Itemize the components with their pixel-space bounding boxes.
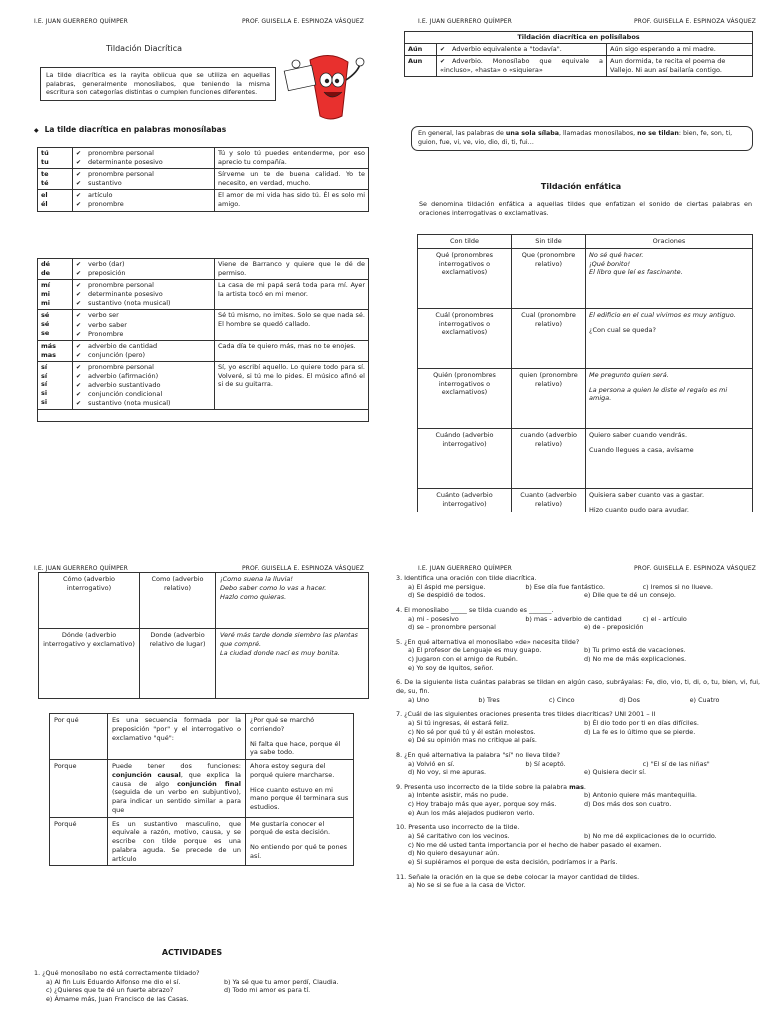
option-a: a) Al fin Luis Eduardo Alfonso me dio el sí. [46,977,181,986]
school-name: I.E. JUAN GUERRERO QUÍMPER [418,565,512,572]
examples-cell [246,817,354,866]
stem-text: 8. ¿En qué alternativa la palabra "sí" no lleva tilde? [396,750,561,759]
monosyllable-table-1 [37,147,369,212]
category-cell: ✔ Adverbio equivalente a "todavía". [437,43,607,55]
stem-text: 9. Presenta uso incorrecto de la tilde sobre la palabra [396,782,570,791]
sentence: Hizo cuanto pudo para ayudar. [589,505,689,512]
word: de [41,268,51,277]
question-stem [396,638,760,647]
sin-tilde-cell: cuando (adverbio relativo) [512,428,586,488]
example-cell: La casa de mi papá será toda para mí. Ayer la artista tocó en mi menor. [215,280,369,310]
page-1 [0,0,384,512]
option-row [396,646,760,655]
option-d: d) La fe es lo último que se pierde. [584,727,696,736]
school-name: I.E. JUAN GUERRERO QUÍMPER [34,18,128,25]
option-e: e) Cuatro [689,695,720,704]
option-row [396,791,760,800]
sentence: No sé qué hacer. [589,250,644,259]
option-d: d) No me de más explicaciones. [584,655,687,664]
option-row [396,800,760,809]
note-text-c: , llamadas monosílabos, [559,130,638,137]
note-text-e: : bien, fe, son, ti, guion, fue, vi, ve, vio, dio, di, ti, fui… [418,130,733,146]
con-tilde-cell: Cuándo (adverbio interrogativo) [418,428,512,488]
monosyllable-note [411,126,753,151]
column-header: Oraciones [586,235,753,249]
category: ✔ determinante posesivo [76,158,211,167]
option-a: a) mi - posesivo [408,614,459,623]
sentences-cell [216,573,369,629]
sentences-cell [586,428,753,488]
category-cell: ✔ Adverbio. Monosílabo que equivale a «incluso», «hasta» o «siquiera» [437,55,607,76]
emphatic-intro: Se denomina tildación enfática a aquellas tildes que enfatizan el sonido de ciertas palabras en oraciones interrogativas o exclamativas. [419,200,752,217]
option-a: a) Uno [408,695,430,704]
sin-tilde-cell: quien (pronombre relativo) [512,368,586,428]
definition-cell [108,817,246,866]
table-row [405,43,753,55]
example-cell: Sírveme un te de buena calidad. Yo te necesito, en verdad, mucho. [215,169,369,190]
example: Ahora estoy segura del porqué quiere marcharse. [250,762,335,779]
table-row [418,488,753,512]
sentence: ¡Como suena la lluvia! [220,575,293,583]
note-text-a: En general, las palabras de [418,130,506,137]
question-8 [396,751,760,777]
teacher-name: PROF. GUISELLA E. ESPINOZA VÁSQUEZ [241,565,364,572]
option-row [396,696,760,705]
table-row [50,760,354,818]
example: Hice cuanto estuvo en mi mano porque él terminara sus estudios. [250,785,349,812]
option-b: b) Tu primo está de vacaciones. [584,646,686,655]
category: ✔ verbo saber [76,321,211,330]
example-cell: Viene de Barranco y quiere que le dé de permiso. [215,259,369,280]
table-row [50,714,354,760]
example-cell: Aun dormida, te recita el poema de Vallejo. Ni aun así bailaría contigo. [607,55,753,76]
option-c: c) Cinco [548,695,575,704]
option-d: d) se – pronombre personal [408,623,496,632]
table-row [405,55,753,76]
word: sé [41,311,50,320]
sentences-cell [586,308,753,368]
question-1 [34,969,374,1004]
question-10 [396,823,760,866]
question-stem [396,873,760,882]
category-cell [73,169,215,190]
option-d: d) No voy, si me apuras. [408,768,487,777]
table-row [418,308,753,368]
sentences-cell [586,248,753,308]
sentences-cell [586,488,753,512]
school-name: I.E. JUAN GUERRERO QUÍMPER [418,18,512,25]
definition-part: (seguida de un verbo en subjuntivo), para indicar un sentido similar a para que [112,788,241,814]
option-e: e) Aun los más alejados pudieron verlo. [408,808,535,817]
sin-tilde-cell: Que (pronombre relativo) [512,248,586,308]
word: tú [41,149,49,157]
emphatic-table-continued [38,572,369,699]
school-name: I.E. JUAN GUERRERO QUÍMPER [34,565,128,572]
option-c: c) ¿Quieres que te dé un fuerte abrazo? [46,986,174,995]
word: mí [41,281,51,290]
table-row [38,148,369,169]
con-tilde-cell: Qué (pronombres interrogativos o exclamativos) [418,248,512,308]
word: más [41,341,57,350]
category-cell [73,361,215,409]
question-stem [396,823,760,832]
table-row [38,190,369,211]
option-e: e) Dile que te dé un consejo. [584,591,676,600]
question-stem [396,574,760,583]
page-title: Tildación Diacrítica [106,44,183,53]
monosyllable-table-2 [37,258,369,422]
con-tilde-cell: Dónde (adverbio interrogativo y exclamativo) [39,629,140,699]
option-row [396,809,760,818]
teacher-name: PROF. GUISELLA E. ESPINOZA VÁSQUEZ [241,18,364,25]
sin-tilde-cell: Como (adverbio relativo) [140,573,216,629]
stem-keyword: mas [569,782,584,791]
option-e: e) Si supiéramos el porque de esta decisión, podríamos ir a París. [408,857,618,866]
example: ¿Por qué se marchó corriendo? [250,716,315,733]
option-row [34,986,374,995]
sentences-cell [586,368,753,428]
con-tilde-cell: Quién (pronombres interrogativos o exclamativos) [418,368,512,428]
word: mas [41,350,57,359]
word-cell: Por qué [50,714,108,760]
mascot-sign [284,65,316,90]
question-9 [396,783,760,818]
option-b: b) Sí aceptó. [525,759,566,768]
stem-text: 3. Identifica una oración con tilde diacrítica. [396,574,537,582]
stem-text: 5. ¿En qué alternativa el monosílabo «de» necesita tilde? [396,637,580,646]
word: té [41,178,49,187]
teacher-name: PROF. GUISELLA E. ESPINOZA VÁSQUEZ [633,18,756,25]
examples-cell [246,760,354,818]
option-b: b) No me dé explicaciones de lo ocurrido. [584,832,717,841]
table-title-row [405,32,753,44]
word: tu [41,157,49,166]
word: él [41,200,48,209]
sentence: Me pregunto quien será. [589,370,669,379]
example: Me gustaría conocer el porqué de esta decisión. [250,819,331,837]
definition: Es una secuencia formada por la preposición "por" y el interrogativo o exclamativo "qué": [112,716,241,742]
option-e: e) Dé su opinión mas no critique al país. [408,736,537,745]
table-title: Tildación diacrítica en polisílabos [405,32,753,44]
note-text-b: una sola sílaba [505,130,560,137]
option-d: d) Se despidió de todos. [408,591,486,600]
category: ✔ verbo (dar) [76,260,211,269]
category: ✔ pronombre personal [76,281,211,290]
word: sí [41,362,48,371]
examples-cell [246,714,354,760]
table-row [38,280,369,310]
option-row [396,664,760,673]
option-e: e) Quisiera decir sí. [584,768,646,777]
option-a: a) Volvió en sí. [408,759,455,768]
question-stem [396,783,760,792]
word-cell [38,361,73,409]
table-row [38,259,369,280]
category: ✔ pronombre personal [76,170,211,179]
table-row [50,817,354,866]
questions-list [396,574,760,896]
option-c: c) No me dé usted tanta importancia por el hecho de haber pasado el examen. [408,840,662,849]
table-row [418,368,753,428]
definition-box: La tilde diacrítica es la rayita oblicua que se utiliza en aquellas palabras, generalmente monosílabos, que teniendo la misma escritura son categorías distintas o cumplen funciones diferentes. [40,67,276,101]
con-tilde-cell: Cuánto (adverbio interrogativo) [418,488,512,512]
option-a: a) El áspid me persigue. [408,582,486,591]
table-row [39,629,369,699]
option-a: a) Sé caritativo con los vecinos. [408,832,510,841]
category: ✔ preposición [76,269,211,278]
sentence: ¡Qué bonito! [589,259,631,268]
option-row [396,583,760,592]
question-stem [396,751,760,760]
category: ✔ sustantivo [76,179,211,188]
option-a: a) El profesor de Lenguaje es muy guapo. [408,646,542,655]
option-e: e) Yo soy de Iquitos, señor. [408,663,494,672]
option-row [396,591,760,600]
option-row [396,768,760,777]
option-c: c) No sé por qué tú y él están molestos. [408,727,536,736]
category: ✔ conjunción (pero) [76,351,211,360]
example-cell: Tú y solo tú puedes entenderme, por eso aprecio tu compañía. [215,148,369,169]
option-c: c) "El sí de las niñas" [642,759,710,768]
option-row [396,858,760,867]
word-cell [38,280,73,310]
example-cell: Cada día te quiero más, mas no te enojes. [215,340,369,361]
emphatic-table [417,234,753,512]
sentences-cell [216,629,369,699]
stem-text: . [583,782,586,791]
category-cell [73,259,215,280]
page-3 [0,512,384,1024]
example: No entiendo por qué te pones así. [250,843,348,860]
porque-table [49,713,354,866]
sentence: Hazlo como quieras. [220,592,287,601]
option-b: b) mas - adverbio de cantidad [525,614,622,623]
category: ✔ artículo [76,191,211,200]
category: ✔ pronombre personal [76,149,211,158]
option-row [396,832,760,841]
word-cell: Porqué [50,817,108,866]
sentence: ¿Con cual se queda? [589,325,656,334]
option-a: a) No se si se fue a la casa de Victor. [408,881,526,890]
question-4 [396,606,760,632]
question-5 [396,638,760,673]
example: Ni falta que hace, porque él ya sabe todo. [250,739,341,757]
question-3 [396,574,760,600]
sentence: La persona a quien le diste el regalo es mi amiga. [589,385,728,403]
option-row [396,719,760,728]
option-d: d) Dos más dos son cuatro. [584,800,672,809]
section-heading: ◆ La tilde diacrítica en palabras monosílabas [34,125,226,135]
option-c: c) el - artículo [642,614,687,623]
stem-text: 11. Señale la oración en la que se debe colocar la mayor cantidad de tildes. [396,872,640,881]
header-row [418,235,753,249]
option-d: d) Dos [619,695,640,704]
empty-row [38,410,369,422]
stem-text: 4. El monosílabo _____ se tilda cuando es _______. [396,605,554,614]
option-c: c) Jugaron con el amigo de Rubén. [408,655,518,664]
option-e: e) de - preposición [584,623,644,632]
category: ✔ pronombre [76,200,211,209]
category: ✔ adverbio sustantivado [76,381,211,390]
question-6 [396,678,760,704]
word-cell [38,190,73,211]
word: el [41,191,48,200]
sentence: El edificio en el cual vivimos es muy antiguo. [589,310,736,319]
tilde-mascot-illustration [280,42,372,124]
word-cell [38,169,73,190]
sin-tilde-cell: Cual (pronombre relativo) [512,308,586,368]
category: ✔ sustantivo (nota musical) [76,399,211,408]
con-tilde-cell: Cuál (pronombres interrogativos o exclamativos) [418,308,512,368]
sentence: La ciudad donde nací es muy bonita. [220,648,340,657]
word-cell: Aun [405,55,437,76]
word: sí [41,371,48,380]
category: ✔ verbo ser [76,311,211,320]
table-row [38,169,369,190]
example-cell: Aún sigo esperando a mi madre. [607,43,753,55]
note-text-d: no se tildan [637,130,679,137]
word-cell: Aún [405,43,437,55]
option-row [396,728,760,737]
empty-cell [38,410,369,422]
table-row [418,428,753,488]
definition-cell [108,760,246,818]
option-b: b) Ese día fue fantástico. [525,582,605,591]
definition-term: conjunción causal [112,770,181,779]
example-cell: Sí, yo escribí aquello. Lo quiere todo para sí. Volveré, si tú me lo pides. El músico afinó el si de su guitarra. [215,361,369,409]
sentence: Cuando llegues a casa, avísame [589,445,694,454]
option-d: d) No quiero desayunar aún. [408,849,500,858]
stem-text: 6. De la siguiente lista cuántas palabras se tildan en algún caso, subráyalas: Fe, dio, vio, ti, di, o, tu, bien, vi, fui, de, su, fin. [396,678,760,696]
word-cell [38,259,73,280]
table-row [38,340,369,361]
option-a: a) Si tú ingresas, él estará feliz. [408,718,509,727]
word: se [41,329,50,337]
word: mi [41,298,51,307]
word: mi [41,289,51,298]
option-row [396,760,760,769]
category-cell [73,148,215,169]
question-11 [396,873,760,890]
word-cell [38,310,73,340]
option-b: b) Tres [478,695,500,704]
category: ✔ determinante posesivo [76,290,211,299]
column-header: Con tilde [418,235,512,249]
word: sé [41,320,50,329]
word-cell [38,340,73,361]
sentence: Debo saber como lo vas a hacer. [220,583,327,592]
word-cell [38,148,73,169]
definition-part: Puede tener dos funciones: [112,762,241,771]
definition: Es un sustantivo masculino, que equivale a razón, motivo, causa, y se escribe con tilde porque es una palabra aguda. Se precede de un artículo [112,819,241,863]
category: ✔ pronombre personal [76,363,211,372]
teacher-name: PROF. GUISELLA E. ESPINOZA VÁSQUEZ [633,565,756,572]
option-e: e) Ámame más, Juan Francisco de las Casas. [46,994,189,1003]
option-row [396,655,760,664]
question-stem [396,710,760,719]
option-row [34,978,374,987]
word-cell: Porque [50,760,108,818]
category-cell [73,190,215,211]
sentence: El libro que leí es fascinante. [589,268,683,277]
word: si [41,389,48,398]
option-d: d) Todo mi amor es para tí. [224,986,311,995]
sin-tilde-cell: Cuanto (adverbio relativo) [512,488,586,512]
definition-term: conjunción final [177,779,241,788]
option-b: b) Él dio todo por ti en días difíciles. [584,718,699,727]
definition-cell [108,714,246,760]
option-a: a) Intente asistir, más no pude. [408,791,509,800]
category-cell [73,280,215,310]
page-4 [384,512,768,1024]
option-row [396,615,760,624]
table-row [38,310,369,340]
word: te [41,170,49,179]
option-c: c) Iremos si no llueve. [642,582,713,591]
example-cell: Sé tú mismo, no imites. Solo se que nada sé. El hombre se quedó callado. [215,310,369,340]
sin-tilde-cell: Donde (adverbio relativo de lugar) [140,629,216,699]
example-cell: El amor de mi vida has sido tú. Él es solo mi amigo. [215,190,369,211]
question-stem [396,606,760,615]
category-cell [73,340,215,361]
category: ✔ conjunción condicional [76,390,211,399]
page-2 [384,0,768,512]
sentence: Quiero saber cuando vendrás. [589,430,688,439]
question-stem: 1. ¿Qué monosílabo no está correctamente tildado? [34,969,200,977]
word: dé [41,260,51,268]
option-row [396,736,760,745]
column-header: Sin tilde [512,235,586,249]
table-row [39,573,369,629]
option-b: b) Antonio quiere más mantequilla. [584,791,697,800]
emphatic-title: Tildación enfática [540,182,622,191]
word: si [41,398,48,406]
category: ✔ Pronombre [76,330,211,339]
option-c: c) Hoy trabajo más que ayer, porque soy más. [408,800,557,809]
stem-text: 10. Presenta uso incorrecto de la tilde. [396,823,520,832]
table-row [418,248,753,308]
sentence: Quisiera saber cuanto vas a gastar. [589,490,705,499]
option-row [396,881,760,890]
category: ✔ adverbio (afirmación) [76,372,211,381]
category: ✔ sustantivo (nota musical) [76,299,211,308]
question-7 [396,710,760,745]
category: ✔ adverbio de cantidad [76,342,211,351]
option-row [396,623,760,632]
con-tilde-cell: Cómo (adverbio interrogativo) [39,573,140,629]
question-stem [396,678,760,695]
stem-text: 7. ¿Cuál de las siguientes oraciones presenta tres tildes diacríticas? UNI 2001 – II [396,710,656,719]
polysyllable-table [404,31,753,77]
word: sí [41,380,48,389]
definition-part: , que explica la causa de algo [112,770,242,788]
table-row [38,361,369,409]
category-cell [73,310,215,340]
option-b: b) Ya sé que tu amor perdí, Claudia. [224,977,339,986]
activities-title: ACTIVIDADES [161,948,223,957]
sentence: Veré más tarde donde siembro las plantas que compré. [220,631,358,648]
option-row [396,841,760,850]
option-row [396,849,760,858]
